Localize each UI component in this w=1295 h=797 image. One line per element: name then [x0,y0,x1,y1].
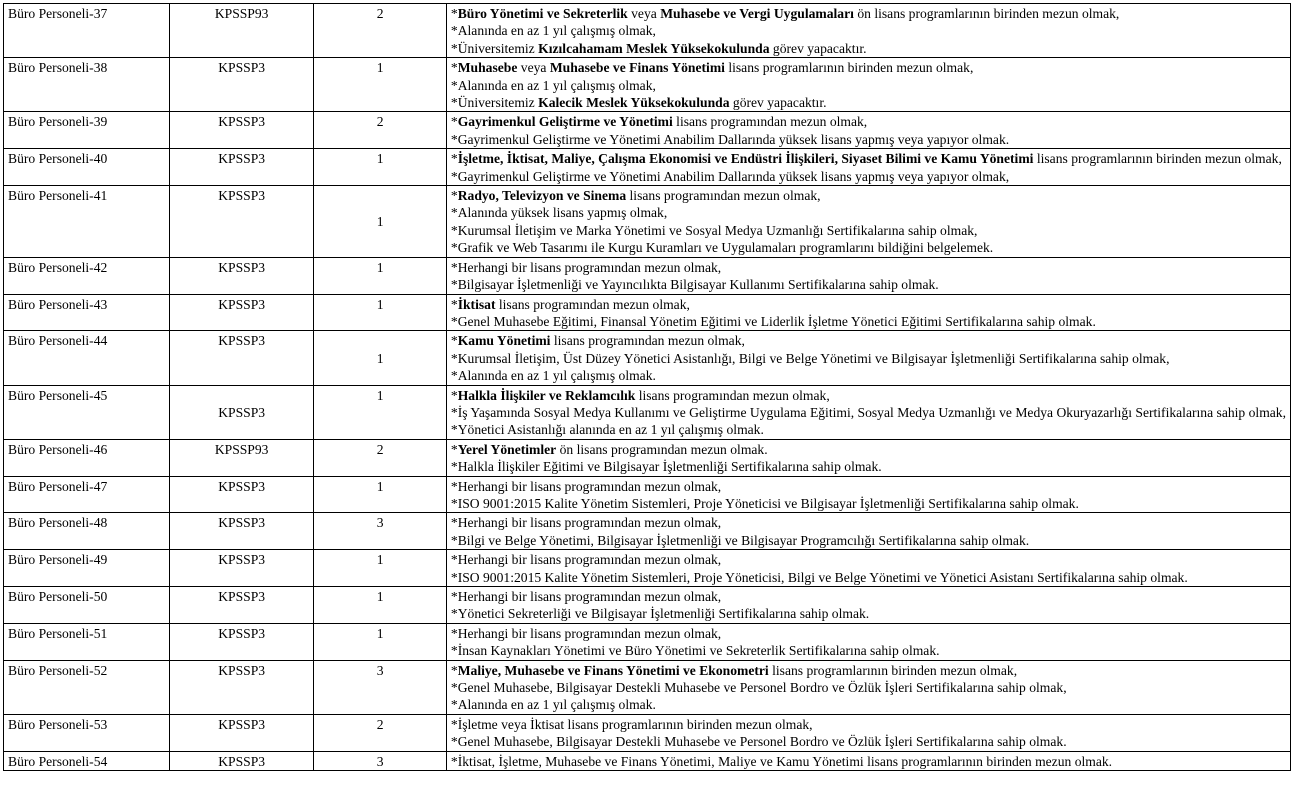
table-row [4,112,1291,149]
position-count: 1 [314,385,446,439]
requirement-text: * [450,6,458,21]
requirement-line [451,168,1286,185]
position-title: Büro Personeli-52 [4,660,170,714]
table-row [4,331,1291,385]
position-count: 1 [314,476,446,513]
requirement-text: *Herhangi bir lisans programından mezun olmak, [450,515,722,531]
position-title: Büro Personeli-47 [4,476,170,513]
requirement-line [451,696,1286,713]
position-title: Büro Personeli-48 [4,513,170,550]
position-count: 1 [314,331,446,385]
exam-score-type: KPSSP93 [169,439,314,476]
requirement-line [451,296,1286,313]
requirement-text: *Yönetici Asistanlığı alanında en az 1 yıl çalışmış olmak. [450,422,764,438]
position-title: Büro Personeli-38 [4,58,170,112]
exam-score-type: KPSSP3 [169,550,314,587]
requirement-text: * [450,151,458,167]
requirement-text: *Herhangi bir lisans programından mezun olmak, [450,478,722,494]
requirements-cell [446,385,1290,439]
requirement-text: *Alanında en az 1 yıl çalışmış olmak, [450,77,656,93]
table-row [4,4,1291,58]
exam-score-type: KPSSP3 [169,149,314,186]
table-row [4,476,1291,513]
position-count: 2 [314,714,446,751]
requirement-line [451,387,1286,404]
table-row [4,439,1291,476]
requirement-line [451,367,1286,384]
position-title: Büro Personeli-42 [4,257,170,294]
requirement-text: *Gayrimenkul Geliştirme ve Yönetimi Anabilim Dallarında yüksek lisans yapmış veya yapıyor olmak, [450,168,1010,184]
requirement-text: *Üniversitemiz [450,95,539,111]
position-count: 1 [314,550,446,587]
requirement-text: *Alanında yüksek lisans yapmış olmak, [450,205,668,221]
requirements-cell [446,623,1290,660]
position-count: 1 [314,186,446,258]
exam-score-type: KPSSP3 [169,714,314,751]
requirement-emphasis: Muhasebe ve Vergi Uygulamaları [660,6,854,21]
table-row [4,623,1291,660]
requirement-line [451,5,1286,22]
position-title: Büro Personeli-43 [4,294,170,331]
requirements-cell [446,112,1290,149]
requirement-text: lisans programından mezun olmak, [550,333,745,349]
requirement-emphasis: Muhasebe [457,60,518,76]
requirement-text: *Grafik ve Web Tasarımı ile Kurgu Kuramları ve Uygulamaları programlarını bildiğini belgelemek. [450,240,994,256]
requirement-text: lisans programından mezun olmak, [495,296,690,312]
table-row [4,149,1291,186]
requirements-cell [446,660,1290,714]
requirements-cell [446,476,1290,513]
exam-score-type: KPSSP3 [169,587,314,624]
requirement-line [451,332,1286,349]
requirement-text: *Herhangi bir lisans programından mezun olmak, [450,589,722,604]
requirement-emphasis: İşletme, İktisat, Maliye, Çalışma Ekonomisi ve Endüstri İlişkileri, Siyaset Bilimi ve Kamu Yönetimi [457,151,1034,167]
requirement-line [451,276,1286,293]
position-count: 2 [314,4,446,58]
requirement-emphasis: Halkla İlişkiler ve Reklamcılık [457,387,636,403]
requirements-cell [446,186,1290,258]
table-row [4,550,1291,587]
requirement-emphasis: Muhasebe ve Finans Yönetimi [549,60,725,76]
requirement-line [451,514,1286,531]
requirement-text: *Herhangi bir lisans programından mezun olmak, [450,259,722,275]
requirement-text: veya [517,60,550,76]
position-count: 3 [314,751,446,770]
position-count: 2 [314,439,446,476]
table-row [4,714,1291,751]
requirement-line [451,753,1286,770]
exam-score-type: KPSSP3 [169,660,314,714]
requirement-text: *Alanında en az 1 yıl çalışmış olmak, [450,23,656,39]
requirement-line [451,478,1286,495]
exam-score-type: KPSSP3 [169,751,314,770]
requirement-text: *İnsan Kaynakları Yönetimi ve Büro Yönetimi ve Sekreterlik Sertifikalarına sahip olmak. [450,643,940,659]
position-title: Büro Personeli-53 [4,714,170,751]
requirement-line [451,421,1286,438]
requirement-line [451,59,1286,76]
requirement-line [451,551,1286,568]
requirement-text: *İktisat, İşletme, Muhasebe ve Finans Yönetimi, Maliye ve Kamu Yönetimi lisans programlarının birinden mezun olmak. [450,753,1113,769]
requirement-text: lisans programından mezun olmak, [635,387,830,403]
exam-score-type: KPSSP3 [169,58,314,112]
requirement-line [451,40,1286,57]
table-row [4,58,1291,112]
exam-score-type: KPSSP3 [169,257,314,294]
requirement-line [451,532,1286,549]
position-title: Büro Personeli-45 [4,385,170,439]
requirement-line [451,441,1286,458]
requirement-text: veya [627,6,661,21]
requirement-text: * [450,114,458,130]
requirement-text: * [450,662,458,678]
requirement-text: ön lisans programlarının birinden mezun olmak, [853,6,1120,21]
requirement-line [451,222,1286,239]
requirement-text: *Gayrimenkul Geliştirme ve Yönetimi Anabilim Dallarında yüksek lisans yapmış veya yapıyor olmak. [450,131,1010,147]
requirement-text: *Herhangi bir lisans programından mezun olmak, [450,552,722,568]
requirement-text: *Herhangi bir lisans programından mezun olmak, [450,625,722,641]
position-count: 1 [314,58,446,112]
exam-score-type: KPSSP3 [169,331,314,385]
requirement-text: *İşletme veya İktisat lisans programlarının birinden mezun olmak, [450,716,813,732]
requirement-text: *ISO 9001:2015 Kalite Yönetim Sistemleri, Proje Yöneticisi ve Bilgisayar İşletmenliği Sertifikalarına sahip olmak. [450,495,1079,511]
requirement-line [451,131,1286,148]
requirement-text: lisans programından mezun olmak, [626,188,821,204]
requirement-text: lisans programlarının birinden mezun olmak, [1033,151,1282,167]
requirement-line [451,150,1286,167]
position-title: Büro Personeli-44 [4,331,170,385]
requirements-cell [446,513,1290,550]
table-row [4,751,1291,770]
requirement-line [451,350,1286,367]
requirement-emphasis: İktisat [457,296,496,312]
requirements-cell [446,149,1290,186]
requirement-text: *Bilgi ve Belge Yönetimi, Bilgisayar İşletmenliği ve Bilgisayar Programcılığı Sertifikalarına sahip olmak. [450,532,1030,548]
requirements-cell [446,4,1290,58]
requirements-cell [446,294,1290,331]
requirement-text: görev yapacaktır. [769,40,867,56]
requirement-emphasis: Yerel Yönetimler [457,441,557,457]
requirement-text: *ISO 9001:2015 Kalite Yönetim Sistemleri, Proje Yöneticisi, Bilgi ve Belge Yönetimi ve Yönetici Asistanı Sertifikalarına sahip olmak. [450,569,1188,585]
exam-score-type: KPSSP3 [169,476,314,513]
exam-score-type: KPSSP3 [169,513,314,550]
requirement-text: *Genel Muhasebe Eğitimi, Finansal Yönetim Eğitimi ve Liderlik İşletme Yönetici Eğitimi Sertifikalarına sahip olmak. [450,313,1096,329]
table-row [4,385,1291,439]
exam-score-type: KPSSP3 [169,623,314,660]
position-title: Büro Personeli-54 [4,751,170,770]
position-count: 1 [314,257,446,294]
exam-score-type: KPSSP3 [169,385,314,439]
requirement-line [451,77,1286,94]
position-count: 3 [314,513,446,550]
position-title: Büro Personeli-49 [4,550,170,587]
position-count: 3 [314,660,446,714]
position-title: Büro Personeli-39 [4,112,170,149]
position-count: 1 [314,294,446,331]
requirement-emphasis: Büro Yönetimi ve Sekreterlik [457,6,628,21]
requirement-line [451,679,1286,696]
position-title: Büro Personeli-40 [4,149,170,186]
table-row [4,513,1291,550]
requirement-line [451,495,1286,512]
requirement-line [451,569,1286,586]
requirement-text: *Genel Muhasebe, Bilgisayar Destekli Muhasebe ve Personel Bordro ve Özlük İşleri Sertifikalarına sahip olmak. [450,734,1067,750]
requirement-line [451,716,1286,733]
requirement-text: * [450,387,458,403]
requirements-cell [446,257,1290,294]
exam-score-type: KPSSP3 [169,186,314,258]
requirement-line [451,458,1286,475]
position-count: 2 [314,112,446,149]
requirements-cell [446,58,1290,112]
requirement-text: *Kurumsal İletişim ve Marka Yönetimi ve Sosyal Medya Uzmanlığı Sertifikalarına sahip olmak, [450,222,978,238]
requirements-cell [446,331,1290,385]
requirement-text: * [450,296,458,312]
requirement-text: lisans programlarının birinden mezun olmak, [768,662,1018,678]
requirement-text: *Kurumsal İletişim, Üst Düzey Yönetici Asistanlığı, Bilgi ve Belge Yönetimi ve Bilgisayar İşletmenliği Sertifikalarına sahip olmak, [450,350,1170,366]
requirements-cell [446,439,1290,476]
requirement-text: *İş Yaşamında Sosyal Medya Kullanımı ve Geliştirme Uygulama Eğitimi, Sosyal Medya Uzmanlığı ve Medya Okuryazarlığı Sertifikalarına sahip olmak, [450,404,1286,420]
requirement-text: * [450,333,458,349]
requirement-line [451,605,1286,622]
requirement-emphasis: Gayrimenkul Geliştirme ve Yönetimi [457,114,673,130]
position-title: Büro Personeli-41 [4,186,170,258]
requirement-emphasis: Radyo, Televizyon ve Sinema [457,188,627,204]
requirement-line [451,404,1286,421]
requirements-cell [446,587,1290,624]
position-title: Büro Personeli-51 [4,623,170,660]
requirement-emphasis: Kamu Yönetimi [457,333,551,349]
requirement-text: * [450,441,458,457]
requirement-line [451,588,1286,605]
requirement-emphasis: Maliye, Muhasebe ve Finans Yönetimi ve Ekonometri [457,662,769,678]
position-count: 1 [314,587,446,624]
position-count: 1 [314,149,446,186]
position-title: Büro Personeli-50 [4,587,170,624]
requirement-line [451,625,1286,642]
requirement-emphasis: Kızılcahamam Meslek Yüksekokulunda [538,40,770,56]
requirement-text: *Yönetici Sekreterliği ve Bilgisayar İşletmenliği Sertifikalarına sahip olmak. [450,606,870,622]
requirement-line [451,642,1286,659]
requirement-text: lisans programlarının birinden mezun olmak, [724,60,974,76]
table-row [4,587,1291,624]
exam-score-type: KPSSP3 [169,112,314,149]
requirements-cell [446,714,1290,751]
requirement-line [451,187,1286,204]
requirement-text: *Bilgisayar İşletmenliği ve Yayıncılıkta Bilgisayar Kullanımı Sertifikalarına sahip olmak. [450,277,939,293]
requirement-text: *Alanında en az 1 yıl çalışmış olmak. [450,697,656,713]
requirement-line [451,94,1286,111]
requirement-text: *Halkla İlişkiler Eğitimi ve Bilgisayar İşletmenliği Sertifikalarına sahip olmak. [450,459,882,475]
requirement-text: ön lisans programından mezun olmak. [556,441,768,457]
requirement-emphasis: Kalecik Meslek Yüksekokulunda [538,95,730,111]
exam-score-type: KPSSP93 [169,4,314,58]
table-row [4,294,1291,331]
requirement-text: *Üniversitemiz [450,40,539,56]
requirements-cell [446,751,1290,770]
requirement-text: *Genel Muhasebe, Bilgisayar Destekli Muhasebe ve Personel Bordro ve Özlük İşleri Sertifikalarına sahip olmak, [450,680,1067,696]
requirement-text: *Alanında en az 1 yıl çalışmış olmak. [450,368,656,384]
position-title: Büro Personeli-37 [4,4,170,58]
requirement-line [451,113,1286,130]
table-row [4,257,1291,294]
position-count: 1 [314,623,446,660]
requirement-text: * [450,60,458,76]
requirement-line [451,204,1286,221]
exam-score-type: KPSSP3 [169,294,314,331]
position-title: Büro Personeli-46 [4,439,170,476]
table-row [4,660,1291,714]
requirement-line [451,259,1286,276]
requirement-line [451,239,1286,256]
requirement-line [451,22,1286,39]
requirement-line [451,662,1286,679]
requirement-text: lisans programından mezun olmak, [672,114,868,130]
positions-table-body [4,4,1291,771]
requirements-cell [446,550,1290,587]
positions-table [3,3,1291,771]
table-row [4,186,1291,258]
requirement-line [451,733,1286,750]
requirement-text: görev yapacaktır. [729,95,827,111]
requirement-text: * [450,188,458,204]
requirement-line [451,313,1286,330]
